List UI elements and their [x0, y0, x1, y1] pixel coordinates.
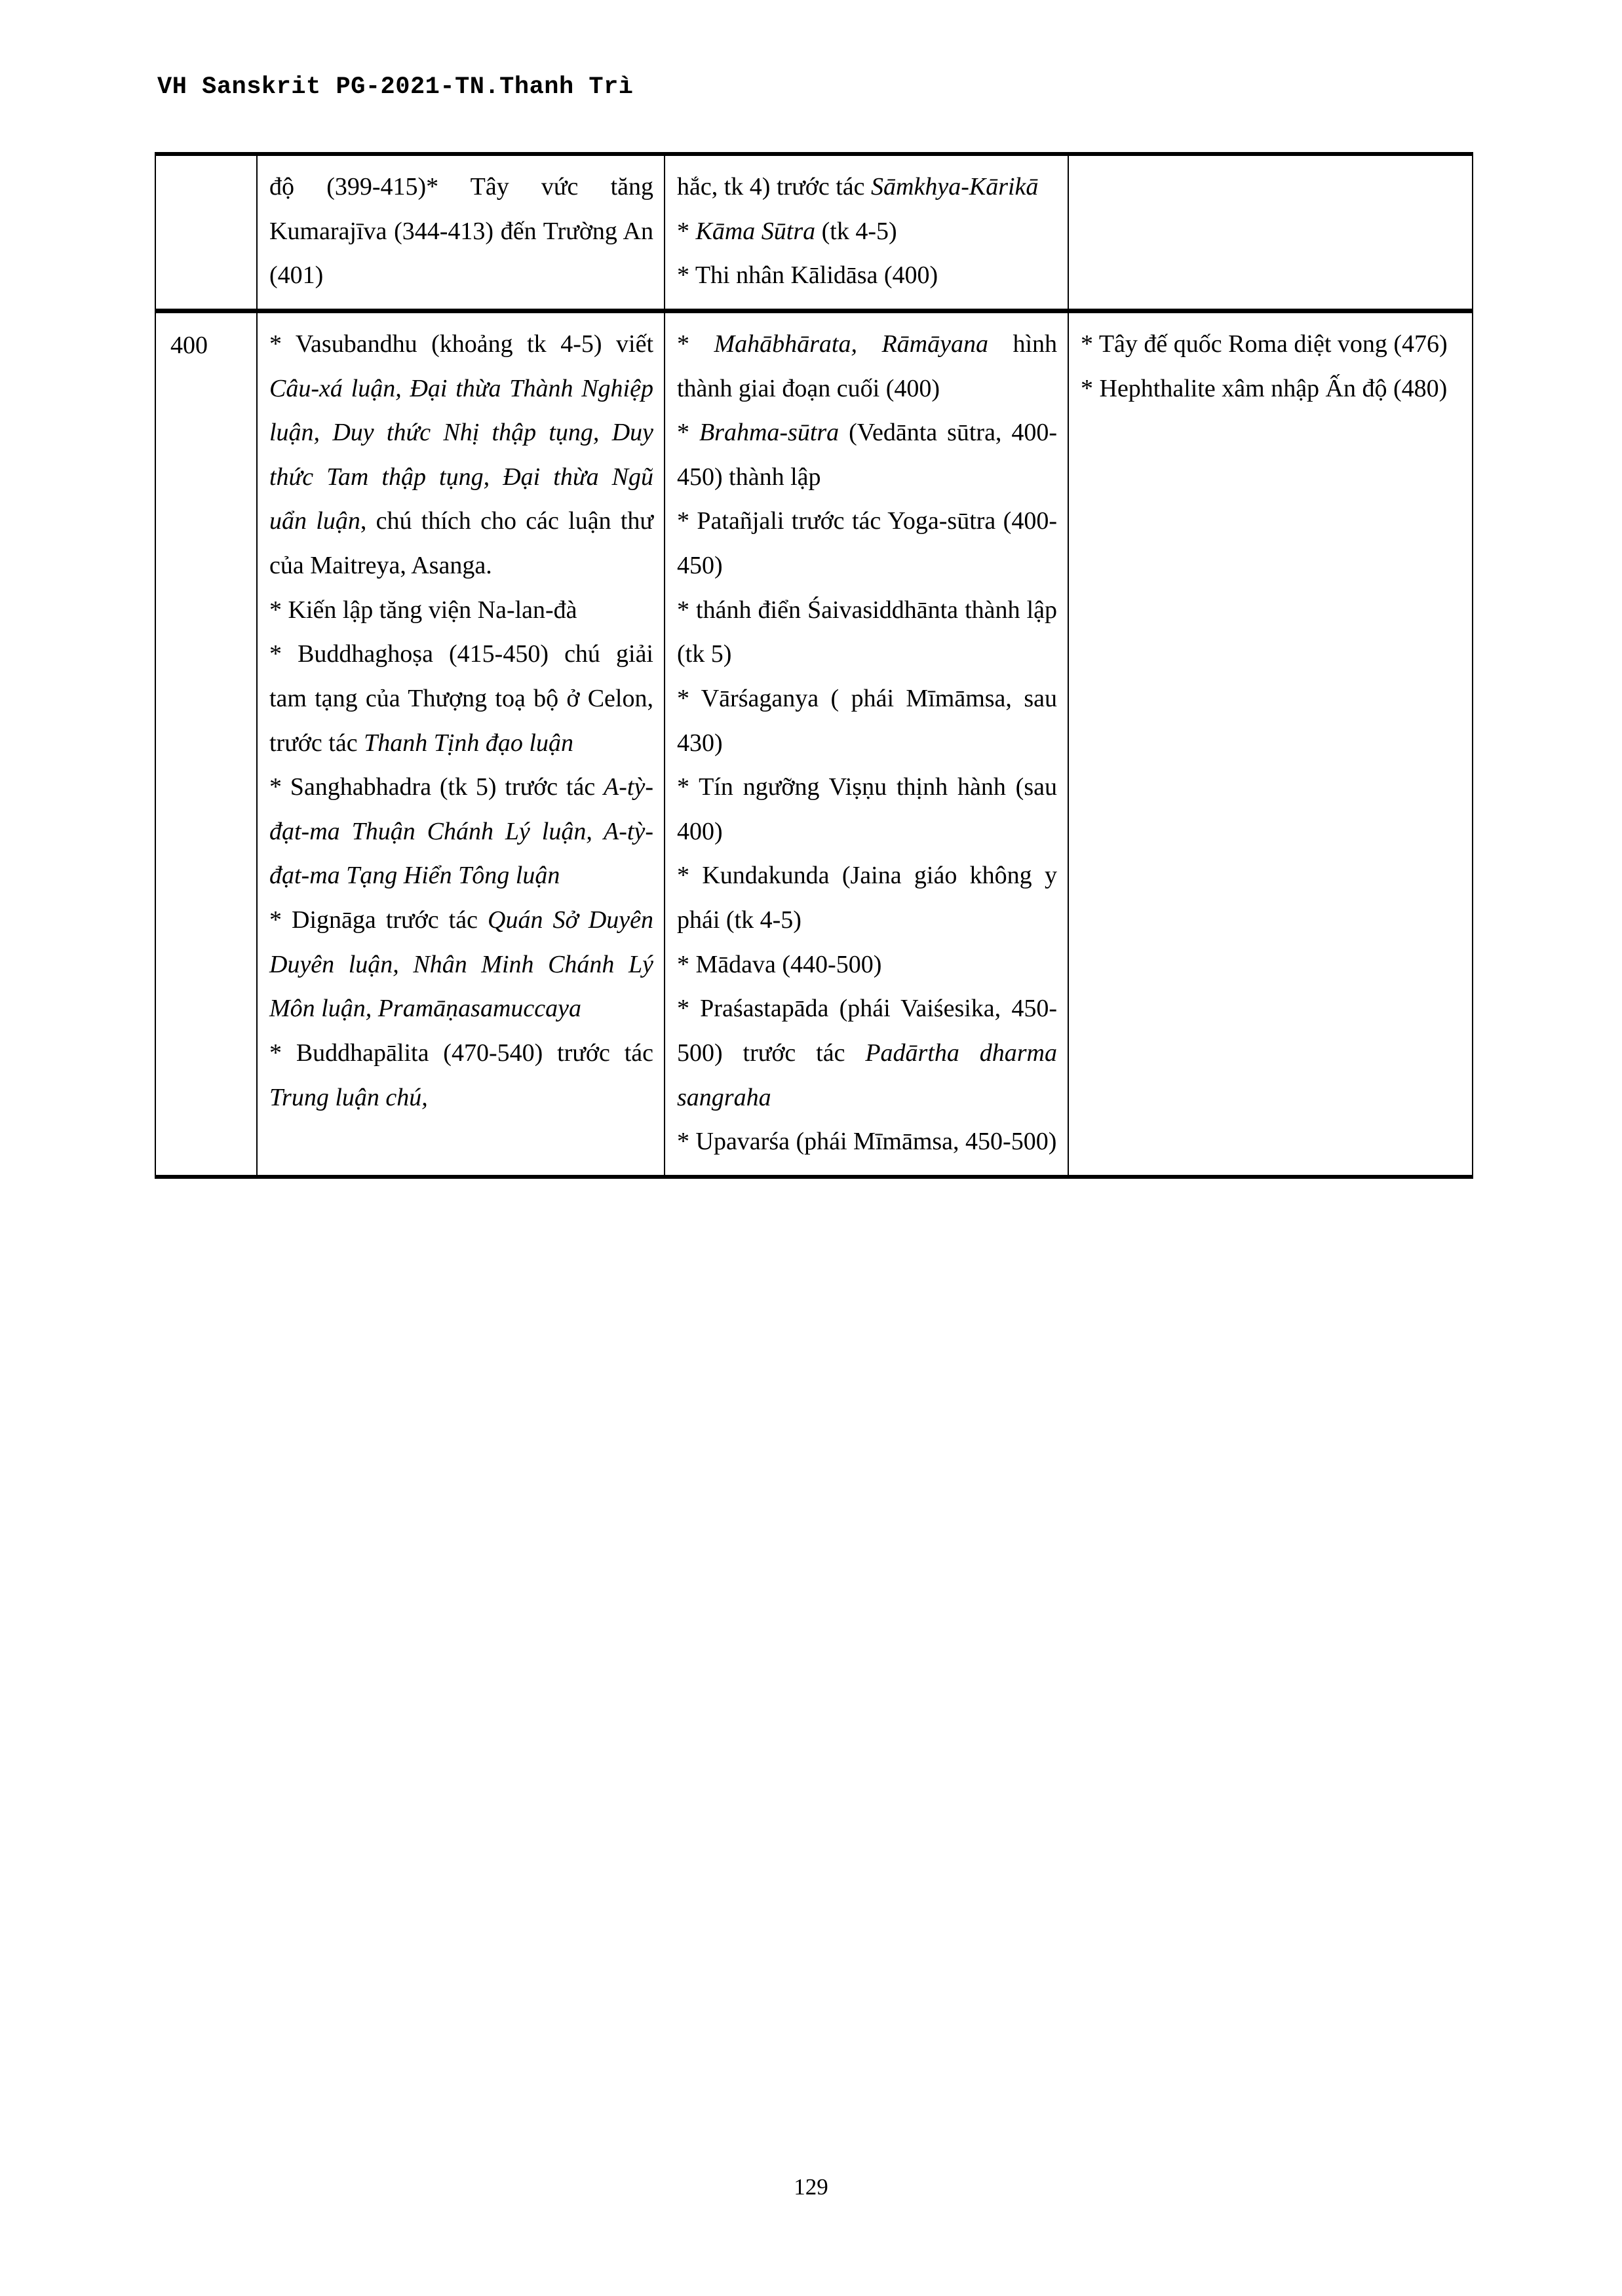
page-number: 129: [794, 2174, 828, 2200]
cell-paragraph: [677, 254, 1057, 298]
cell-paragraph: [269, 765, 653, 898]
cell-text: * Kundakunda (Jaina giáo không y phái (tk 4-5): [677, 862, 1057, 934]
cell-text: * Hephthalite xâm nhập Ấn độ (480): [1081, 374, 1448, 402]
cell-paragraph: [677, 499, 1057, 588]
cell-text: hắc, tk 4) trước tác: [677, 173, 872, 201]
work-title: A-tỳ-đạt-ma Thuận Chánh Lý luận, A-tỳ-đạt-ma Tạng Hiển Tông luận: [269, 773, 653, 890]
cell-text: (tk 4-5): [815, 217, 897, 245]
chronology-table: [155, 152, 1473, 1179]
cell-text: * Kiến lập tăng viện Na-lan-đà: [269, 596, 577, 624]
cell-text: *: [677, 419, 699, 447]
cell-year-400: 400: [155, 311, 257, 1176]
cell-text: * Praśastapāda (phái Vaiśesika, 450-500) trước tác: [677, 995, 1057, 1067]
cell-text: *: [677, 217, 696, 245]
cell-text: * Vārśaganya ( phái Mīmāmsa, sau 430): [677, 684, 1057, 757]
cell-paragraph: [1081, 367, 1461, 411]
cell-paragraph: [269, 322, 653, 588]
work-title: Padārtha dharma sangraha: [677, 1039, 1057, 1111]
cell-paragraph: [269, 898, 653, 1031]
cell-paragraph: [677, 322, 1057, 411]
work-title: Mahābhārata, Rāmāyana: [714, 330, 988, 358]
cell-paragraph: [269, 588, 653, 633]
cell-paragraph: [269, 632, 653, 765]
cell-world-400: [1068, 311, 1473, 1176]
cell-world-continued: [1068, 154, 1473, 311]
cell-paragraph: [677, 411, 1057, 499]
work-title: Kāma Sūtra: [695, 217, 816, 245]
cell-buddhist-continued: [257, 154, 665, 311]
cell-text: * Buddhapālita (470-540) trước tác: [269, 1039, 653, 1067]
cell-text: *: [677, 330, 714, 358]
cell-text: * thánh điển Śaivasiddhānta thành lập (tk 5): [677, 596, 1057, 668]
cell-year-continued: [155, 154, 257, 311]
cell-paragraph: [677, 677, 1057, 765]
work-title: Câu-xá luận, Đại thừa Thành Nghiệp luận, Duy thức Nhị thập tụng, Duy thức Tam thập tụng, Đại thừa Ngũ uẩn luận: [269, 374, 653, 535]
cell-paragraph: [677, 854, 1057, 942]
cell-paragraph: [677, 943, 1057, 987]
work-title: Brahma-sūtra: [699, 419, 840, 447]
cell-text: * Tín ngưỡng Viṣṇu thịnh hành (sau 400): [677, 773, 1057, 845]
cell-paragraph: [269, 165, 653, 298]
cell-paragraph: [677, 210, 1057, 254]
cell-indian-continued: [665, 154, 1068, 311]
cell-paragraph: [677, 588, 1057, 677]
cell-text: * Upavarśa (phái Mīmāmsa, 450-500): [677, 1128, 1057, 1156]
cell-indian-400: [665, 311, 1068, 1176]
cell-paragraph: [1081, 322, 1461, 367]
cell-text: (Vedānta sūtra, 400-450) thành lập: [677, 419, 1058, 491]
cell-paragraph: [269, 1031, 653, 1120]
cell-text: * Mādava (440-500): [677, 950, 882, 978]
table-row: [155, 311, 1473, 1176]
cell-text: * Buddhaghoṣa (415-450) chú giải tam tạng của Thượng toạ bộ ở Celon, trước tác: [269, 640, 653, 757]
cell-text: , chú thích cho các luận thư của Maitreya, Asanga.: [269, 507, 654, 579]
cell-text: * Tây vức tăng Kumarajīva (344-413) đến Trường An (401): [269, 173, 653, 290]
work-title: Sāmkhya-Kārikā: [871, 173, 1039, 201]
cell-text: * Vasubandhu (khoảng tk 4-5) viết: [269, 330, 653, 358]
cell-paragraph: [677, 765, 1057, 854]
work-title: Trung luận chú,: [269, 1083, 428, 1111]
cell-paragraph: [677, 987, 1057, 1120]
cell-text: * Thi nhân Kālidāsa (400): [677, 261, 938, 290]
cell-text: độ (399-415): [269, 173, 427, 201]
running-header: VH Sanskrit PG-2021-TN.Thanh Trì: [157, 73, 634, 101]
cell-text: * Dignāga trước tác: [269, 906, 488, 934]
work-title: Quán Sở Duyên Duyên luận, Nhân Minh Chánh Lý Môn luận, Pramāṇasamuccaya: [269, 906, 653, 1023]
cell-buddhist-400: [257, 311, 665, 1176]
cell-text: * Tây đế quốc Roma diệt vong (476): [1081, 330, 1448, 358]
cell-text: * Sanghabhadra (tk 5) trước tác: [269, 773, 604, 801]
cell-paragraph: [677, 1120, 1057, 1164]
cell-paragraph: [677, 165, 1057, 210]
cell-text: hình thành giai đoạn cuối (400): [677, 330, 1057, 402]
work-title: Thanh Tịnh đạo luận: [364, 729, 573, 757]
table-row: [155, 154, 1473, 311]
cell-text: * Patañjali trước tác Yoga-sūtra (400-450): [677, 507, 1057, 579]
